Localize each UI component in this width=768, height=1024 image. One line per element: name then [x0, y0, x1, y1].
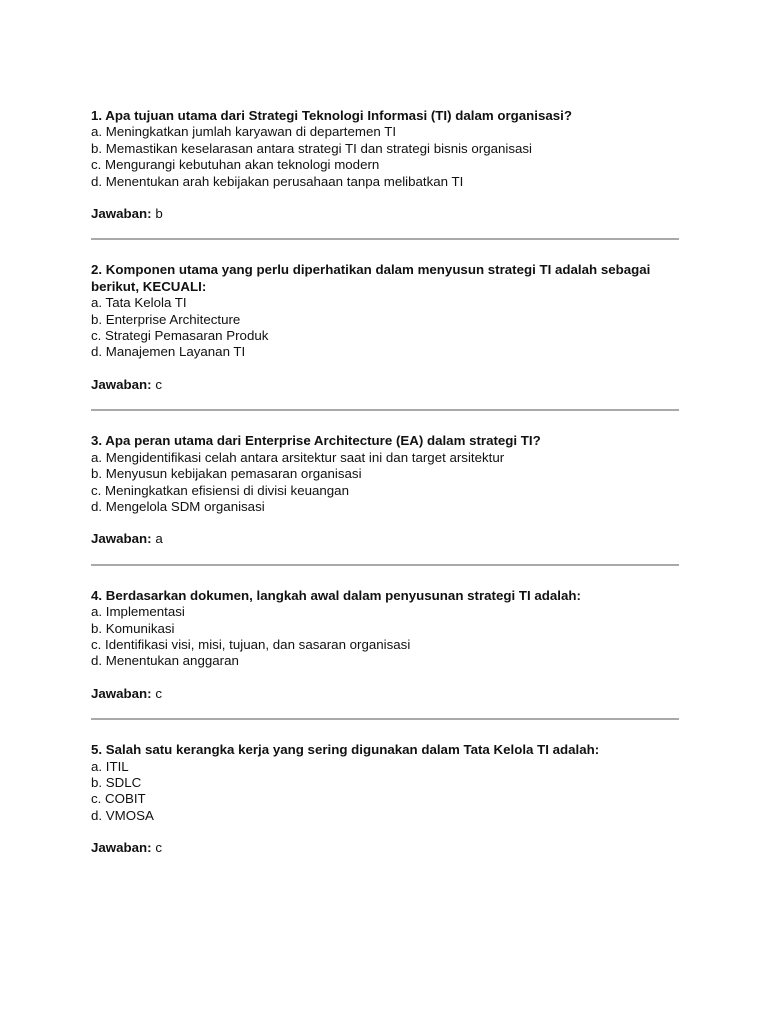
- option-b: b. Enterprise Architecture: [91, 311, 241, 327]
- option-d: d. VMOSA: [91, 807, 154, 823]
- question-2: [91, 262, 679, 393]
- option-c: c. Meningkatkan efisiensi di divisi keuangan: [91, 482, 349, 498]
- divider: [91, 564, 679, 566]
- option-d: d. Manajemen Layanan TI: [91, 344, 246, 360]
- answer-line: [91, 377, 679, 393]
- option-d: d. Menentukan anggaran: [91, 653, 239, 669]
- question-text: 4. Berdasarkan dokumen, langkah awal dalam penyusunan strategi TI adalah:: [91, 587, 581, 603]
- answer-value: b: [155, 206, 163, 222]
- option-a: a. Mengidentifikasi celah antara arsitektur saat ini dan target arsitektur: [91, 449, 505, 465]
- divider: [91, 238, 679, 240]
- question-text: 2. Komponen utama yang perlu diperhatikan dalam menyusun strategi TI adalah sebagai berikut, KECUALI:: [91, 262, 651, 294]
- option-d: d. Mengelola SDM organisasi: [91, 498, 265, 514]
- question-5: [91, 742, 679, 856]
- option-b: b. Komunikasi: [91, 620, 175, 636]
- option-d: d. Menentukan arah kebijakan perusahaan tanpa melibatkan TI: [91, 173, 464, 189]
- answer-value: c: [155, 685, 162, 701]
- answer-value: a: [155, 531, 163, 547]
- answer-value: c: [155, 376, 162, 392]
- option-a: a. Meningkatkan jumlah karyawan di departemen TI: [91, 124, 397, 140]
- option-c: c. Mengurangi kebutuhan akan teknologi modern: [91, 157, 380, 173]
- option-a: a. Tata Kelola TI: [91, 295, 187, 311]
- answer-line: [91, 531, 679, 547]
- answer-label: Jawaban:: [91, 840, 152, 856]
- answer-label: Jawaban:: [91, 206, 152, 222]
- answer-line: [91, 840, 679, 856]
- option-c: c. COBIT: [91, 791, 146, 807]
- option-b: b. Menyusun kebijakan pemasaran organisasi: [91, 466, 362, 482]
- option-a: a. Implementasi: [91, 604, 185, 620]
- answer-label: Jawaban:: [91, 685, 152, 701]
- answer-line: [91, 686, 679, 702]
- quiz-document: [91, 108, 679, 857]
- answer-label: Jawaban:: [91, 531, 152, 547]
- option-b: b. Memastikan keselarasan antara strategi TI dan strategi bisnis organisasi: [91, 140, 532, 156]
- question-text: 3. Apa peran utama dari Enterprise Architecture (EA) dalam strategi TI?: [91, 433, 541, 449]
- option-c: c. Identifikasi visi, misi, tujuan, dan sasaran organisasi: [91, 636, 411, 652]
- option-c: c. Strategi Pemasaran Produk: [91, 328, 269, 344]
- answer-line: [91, 206, 679, 222]
- answer-label: Jawaban:: [91, 376, 152, 392]
- divider: [91, 718, 679, 720]
- question-text: 1. Apa tujuan utama dari Strategi Teknologi Informasi (TI) dalam organisasi?: [91, 108, 572, 123]
- divider: [91, 409, 679, 411]
- option-b: b. SDLC: [91, 774, 142, 790]
- question-1: [91, 108, 679, 222]
- question-3: [91, 433, 679, 547]
- question-text: 5. Salah satu kerangka kerja yang sering digunakan dalam Tata Kelola TI adalah:: [91, 742, 600, 758]
- question-4: [91, 588, 679, 702]
- answer-value: c: [155, 840, 162, 856]
- option-a: a. ITIL: [91, 758, 129, 774]
